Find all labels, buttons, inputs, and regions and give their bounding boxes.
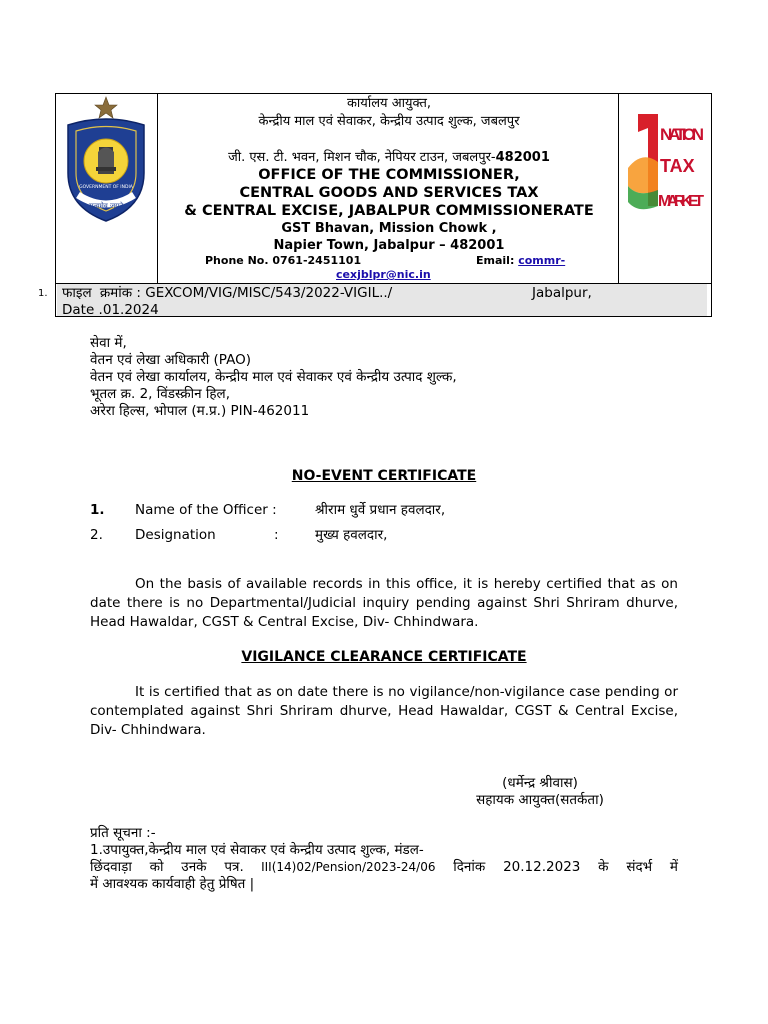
item-2-label: Designation [135,527,216,543]
addressee-block [90,335,457,420]
file-number: : GEXCOM/VIG/MISC/543/2022-VIGIL../ [132,285,393,301]
list-number: 1. [38,288,48,299]
email-link-part-2[interactable]: cexjblpr@nic.in [336,268,431,281]
svg-text:सत्यमेव जयते: सत्यमेव जयते [88,202,124,210]
office-name-hindi-1: कार्यालय आयुक्त, [346,96,432,111]
item-1-label: Name of the Officer : [135,502,277,518]
no-event-title: NO-EVENT CERTIFICATE [291,468,477,484]
file-label: फाइल क्रमांक [62,285,133,301]
office-email [476,254,565,267]
office-address-line-2: Napier Town, Jabalpur – 482001 [273,238,505,253]
item-1-number: 1. [90,502,105,518]
item-2-number: 2. [90,527,103,543]
cbic-emblem-logo [62,95,150,230]
issue-date: Date .01.2024 [62,302,159,318]
office-address-line-1: GST Bhavan, Mission Chowk , [281,221,497,236]
email-label: Email: [476,254,515,267]
office-address-hindi-text: जी. एस. टी. भवन, मिशन चौक, नेपियर टाउन, जबलपुर- [228,150,496,165]
office-title-line-2: CENTRAL GOODS AND SERVICES TAX [239,185,539,201]
vigilance-paragraph: It is certified that as on date there is no vigilance/non-vigilance case pending or contemplated against Shri Shriram dhurve, Head Hawaldar, CGST & Central Excise, Div- Chhindwara. [90,684,678,738]
vigilance-title: VIGILANCE CLEARANCE CERTIFICATE [241,649,527,665]
signature-block [440,775,640,809]
emblem-caption: GOVERNMENT OF INDIA [79,185,133,190]
one-nation-one-tax-logo [624,110,708,220]
office-phone: Phone No. 0761-2451101 [205,254,362,267]
office-name-hindi-2: केन्द्रीय माल एवं सेवाकर, केन्द्रीय उत्पाद शुल्क, जबलपुर [258,114,520,129]
office-address-pin: 482001 [495,150,550,165]
signatory-designation: सहायक आयुक्त(सतर्कता) [476,792,604,808]
addressee-line-3: वेतन एवं लेखा कार्यालय, केन्द्रीय माल एवं सेवाकर एवं केन्द्रीय उत्पाद शुल्क, [90,369,457,385]
item-2-colon: : [274,527,279,543]
addressee-line-2: वेतन एवं लेखा अधिकारी (PAO) [90,352,251,368]
email-link-part-1[interactable]: commr- [518,254,566,267]
copy-item-line-3: में आवश्यक कार्यवाही हेतु प्रेषित | [90,876,255,892]
email-continuation [336,268,431,281]
office-address-hindi [160,149,618,167]
svg-text:MARKET: MARKET [658,193,704,210]
svg-text:NATION: NATION [660,125,704,144]
copy-item-1 [90,842,678,893]
signatory-name: (धर्मेन्द्र श्रीवास) [502,775,578,791]
copy-heading: प्रति सूचना :- [90,825,156,841]
svg-text:TAX: TAX [660,156,695,176]
office-title-line-1: OFFICE OF THE COMMISSIONER, [258,167,520,183]
letterhead-divider-right [618,93,619,283]
letterhead-divider-left [157,93,158,283]
addressee-line-5: अरेरा हिल्स, भोपाल (म.प्र.) PIN-462011 [90,403,310,419]
no-event-paragraph: On the basis of available records in this office, it is hereby certified that as on date there is no Departmental/Judicial inquiry pending against Shri Shriram dhurve, Head Hawaldar, CGST & Central Excise, Div- Chhindwara. [90,576,678,630]
copy-item-line-2: छिंदवाड़ा को उनके पत्र. III(14)02/Pension/2023-24/06 दिनांक 20.12.2023 के संदर्भ में [90,859,678,875]
office-title-line-3: & CENTRAL EXCISE, JABALPUR COMMISSIONERATE [184,203,594,219]
issue-place: Jabalpur, [532,285,592,301]
copy-item-line-1: 1.उपायुक्त,केन्द्रीय माल एवं सेवाकर एवं केन्द्रीय उत्पाद शुल्क, मंडल- [90,842,424,858]
officer-designation: मुख्य हवलदार, [315,527,388,543]
addressee-line-1: सेवा में, [90,335,127,351]
officer-name: श्रीराम धुर्वे प्रधान हवलदार, [315,502,446,518]
addressee-line-4: भूतल क्र. 2, विंडस्क्रीन हिल, [90,386,230,402]
